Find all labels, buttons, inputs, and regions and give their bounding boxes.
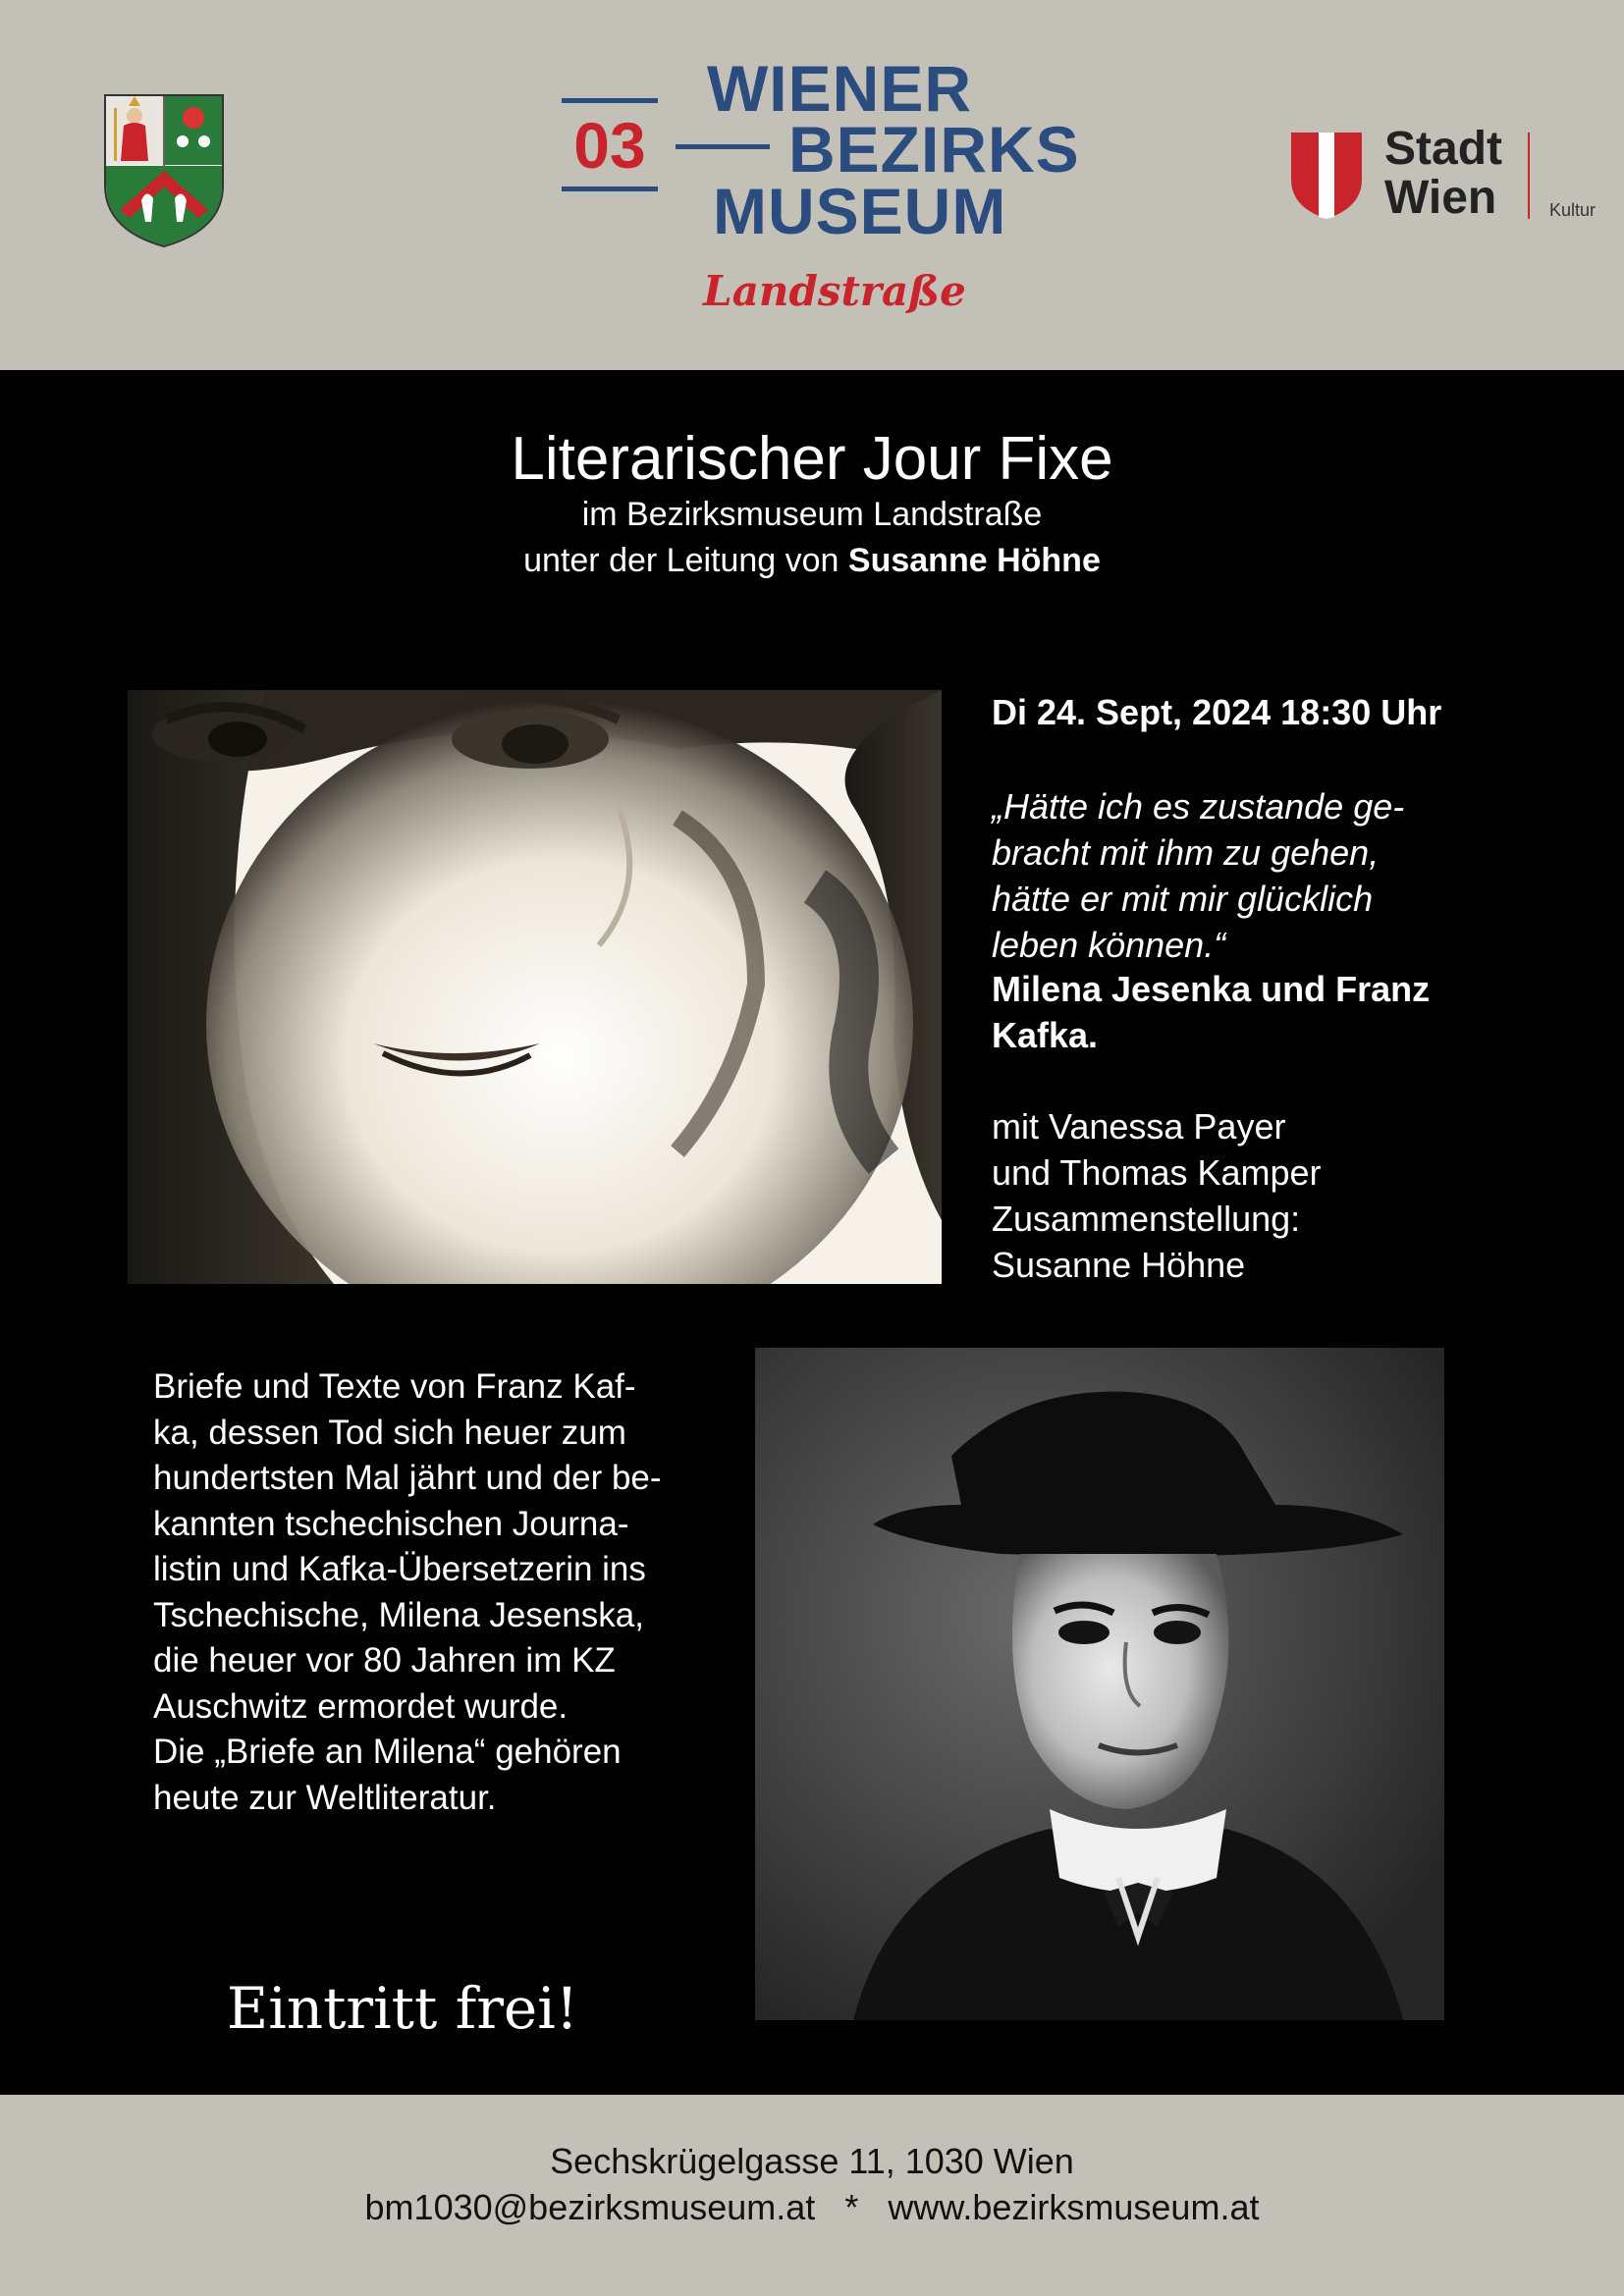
admission-note: Eintritt frei! — [226, 1975, 579, 2042]
event-title: Literarischer Jour Fixe — [511, 425, 1113, 493]
description-line: Briefe und Texte von Franz Kaf- — [153, 1367, 636, 1406]
description-line: listin und Kafka-Übersetzerin ins — [153, 1550, 646, 1588]
quote-attr-line: Kafka. — [992, 1015, 1099, 1055]
footer-separator: * — [844, 2187, 859, 2227]
milena-portrait-photo — [128, 690, 942, 1284]
event-quote — [992, 783, 1483, 968]
description-line: ka, dessen Tod sich heuer zum — [153, 1413, 626, 1452]
stadt-wien-shield-icon — [1291, 133, 1362, 219]
description-line: Die „Briefe an Milena“ gehören — [153, 1733, 622, 1771]
leitung-prefix: unter der Leitung von — [523, 542, 848, 579]
footer-website[interactable]: www.bezirksmuseum.at — [888, 2187, 1260, 2227]
event-subtitle: im Bezirksmuseum Landstraße — [581, 496, 1043, 533]
description-line: Auschwitz ermordet wurde. — [153, 1686, 568, 1726]
quote-line: leben können.“ — [992, 925, 1226, 965]
event-date: Di 24. Sept, 2024 18:30 Uhr — [992, 692, 1442, 732]
footer-address: Sechskrügelgasse 11, 1030 Wien — [550, 2141, 1074, 2181]
credits-line: und Thomas Kamper — [992, 1152, 1322, 1193]
quote-attribution — [992, 966, 1502, 1058]
description-line: hundertsten Mal jährt und der be- — [153, 1459, 662, 1497]
kultur-label: Kultur — [1549, 200, 1597, 220]
event-description — [153, 1364, 701, 1821]
quote-attr-line: Milena Jesenka und Franz — [992, 969, 1431, 1009]
quote-line: hätte er mit mir glücklich — [992, 879, 1374, 919]
wien-text: Wien — [1384, 172, 1497, 224]
credits-line: mit Vanessa Payer — [992, 1106, 1286, 1147]
logo-bar-bottom — [562, 187, 658, 191]
description-line: die heuer vor 80 Jahren im KZ — [153, 1641, 616, 1680]
footer-contact — [0, 2187, 1624, 2228]
logo-district-number: 03 — [573, 109, 646, 182]
logo-dash — [676, 144, 770, 149]
header-band — [0, 0, 1624, 370]
credits-line: Susanne Höhne — [992, 1245, 1246, 1285]
credits-line: Zusammenstellung: — [992, 1199, 1301, 1239]
event-credits — [992, 1103, 1483, 1288]
description-line: heute zur Weltliteratur. — [153, 1778, 497, 1817]
logo-bar-top — [562, 98, 658, 103]
logo-word-museum: MUSEUM — [713, 175, 1007, 247]
kultur-divider — [1528, 133, 1530, 219]
footer-email[interactable]: bm1030@bezirksmuseum.at — [364, 2187, 816, 2227]
description-line: kannten tschechischen Journa- — [153, 1504, 629, 1543]
logo-word-bezirks: BEZIRKS — [788, 113, 1080, 186]
quote-line: bracht mit ihm zu gehen, — [992, 832, 1380, 873]
quote-line: „Hätte ich es zustande ge- — [992, 786, 1405, 827]
description-line: Tschechische, Milena Jesenska, — [153, 1595, 644, 1634]
event-leitung — [0, 542, 1624, 580]
district-name: Landstraße — [703, 267, 966, 315]
leitung-name: Susanne Höhne — [847, 542, 1101, 579]
kafka-portrait-photo — [755, 1348, 1444, 2020]
district-crest-icon — [102, 92, 226, 249]
stadt-text: Stadt — [1384, 123, 1502, 175]
logo-word-wiener: WIENER — [707, 52, 972, 125]
